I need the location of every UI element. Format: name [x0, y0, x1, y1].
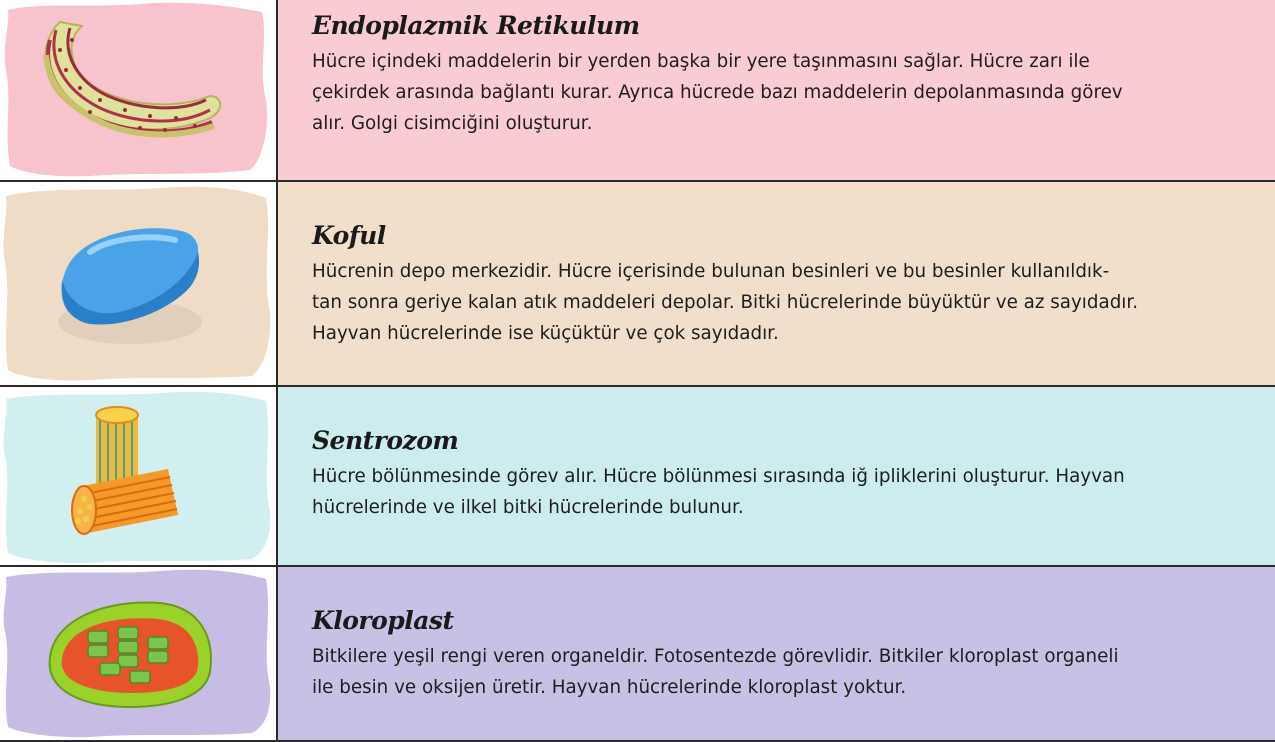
text-cell	[278, 0, 1275, 180]
description-line: Hücre bölünmesinde görev alır. Hücre bölünmesi sırasında iğ ipliklerini oluşturur. Hayvan	[312, 466, 1125, 487]
table-row-endoplasmic-reticulum	[0, 0, 1275, 182]
text-cell	[278, 387, 1275, 565]
table-row-centrosome	[0, 387, 1275, 567]
image-cell	[0, 387, 278, 565]
organelle-description	[312, 641, 1255, 703]
image-cell	[0, 567, 278, 740]
description-line: hücrelerinde ve ilkel bitki hücrelerinde bulunur.	[312, 497, 744, 518]
text-cell	[278, 567, 1275, 740]
image-cell	[0, 182, 278, 385]
table-row-chloroplast	[0, 567, 1275, 742]
text-cell	[278, 182, 1275, 385]
organelle-title: Endoplazmik Retikulum	[312, 11, 640, 40]
description-line: çekirdek arasında bağlantı kurar. Ayrıca hücrede bazı maddelerin depolanmasında görev	[312, 82, 1123, 103]
centrosome-icon	[0, 387, 276, 565]
description-line: Bitkilere yeşil rengi veren organeldir. Fotosentezde görevlidir. Bitkiler kloroplast organeli	[312, 646, 1119, 667]
organelle-title: Sentrozom	[312, 426, 459, 455]
table-row-vacuole	[0, 182, 1275, 387]
description-line: Hücrenin depo merkezidir. Hücre içerisinde bulunan besinleri ve bu besinler kullanıldık-	[312, 261, 1110, 282]
organelle-description	[312, 256, 1255, 349]
image-cell	[0, 0, 278, 180]
description-line: tan sonra geriye kalan atık maddeleri depolar. Bitki hücrelerinde büyüktür ve az sayıdadır.	[312, 292, 1139, 313]
description-line: Hücre içindeki maddelerin bir yerden başka bir yere taşınmasını sağlar. Hücre zarı ile	[312, 51, 1090, 72]
description-line: Hayvan hücrelerinde ise küçüktür ve çok sayıdadır.	[312, 323, 779, 344]
vacuole-icon	[0, 182, 276, 385]
description-line: ile besin ve oksijen üretir. Hayvan hücrelerinde kloroplast yoktur.	[312, 677, 907, 698]
description-line: alır. Golgi cisimciğini oluşturur.	[312, 113, 593, 134]
organelle-title: Kloroplast	[312, 606, 454, 635]
organelle-description	[312, 46, 1255, 139]
organelle-title: Koful	[312, 221, 386, 250]
endoplasmic-reticulum-icon	[0, 0, 276, 180]
chloroplast-icon	[0, 567, 276, 740]
organelle-description	[312, 461, 1255, 523]
